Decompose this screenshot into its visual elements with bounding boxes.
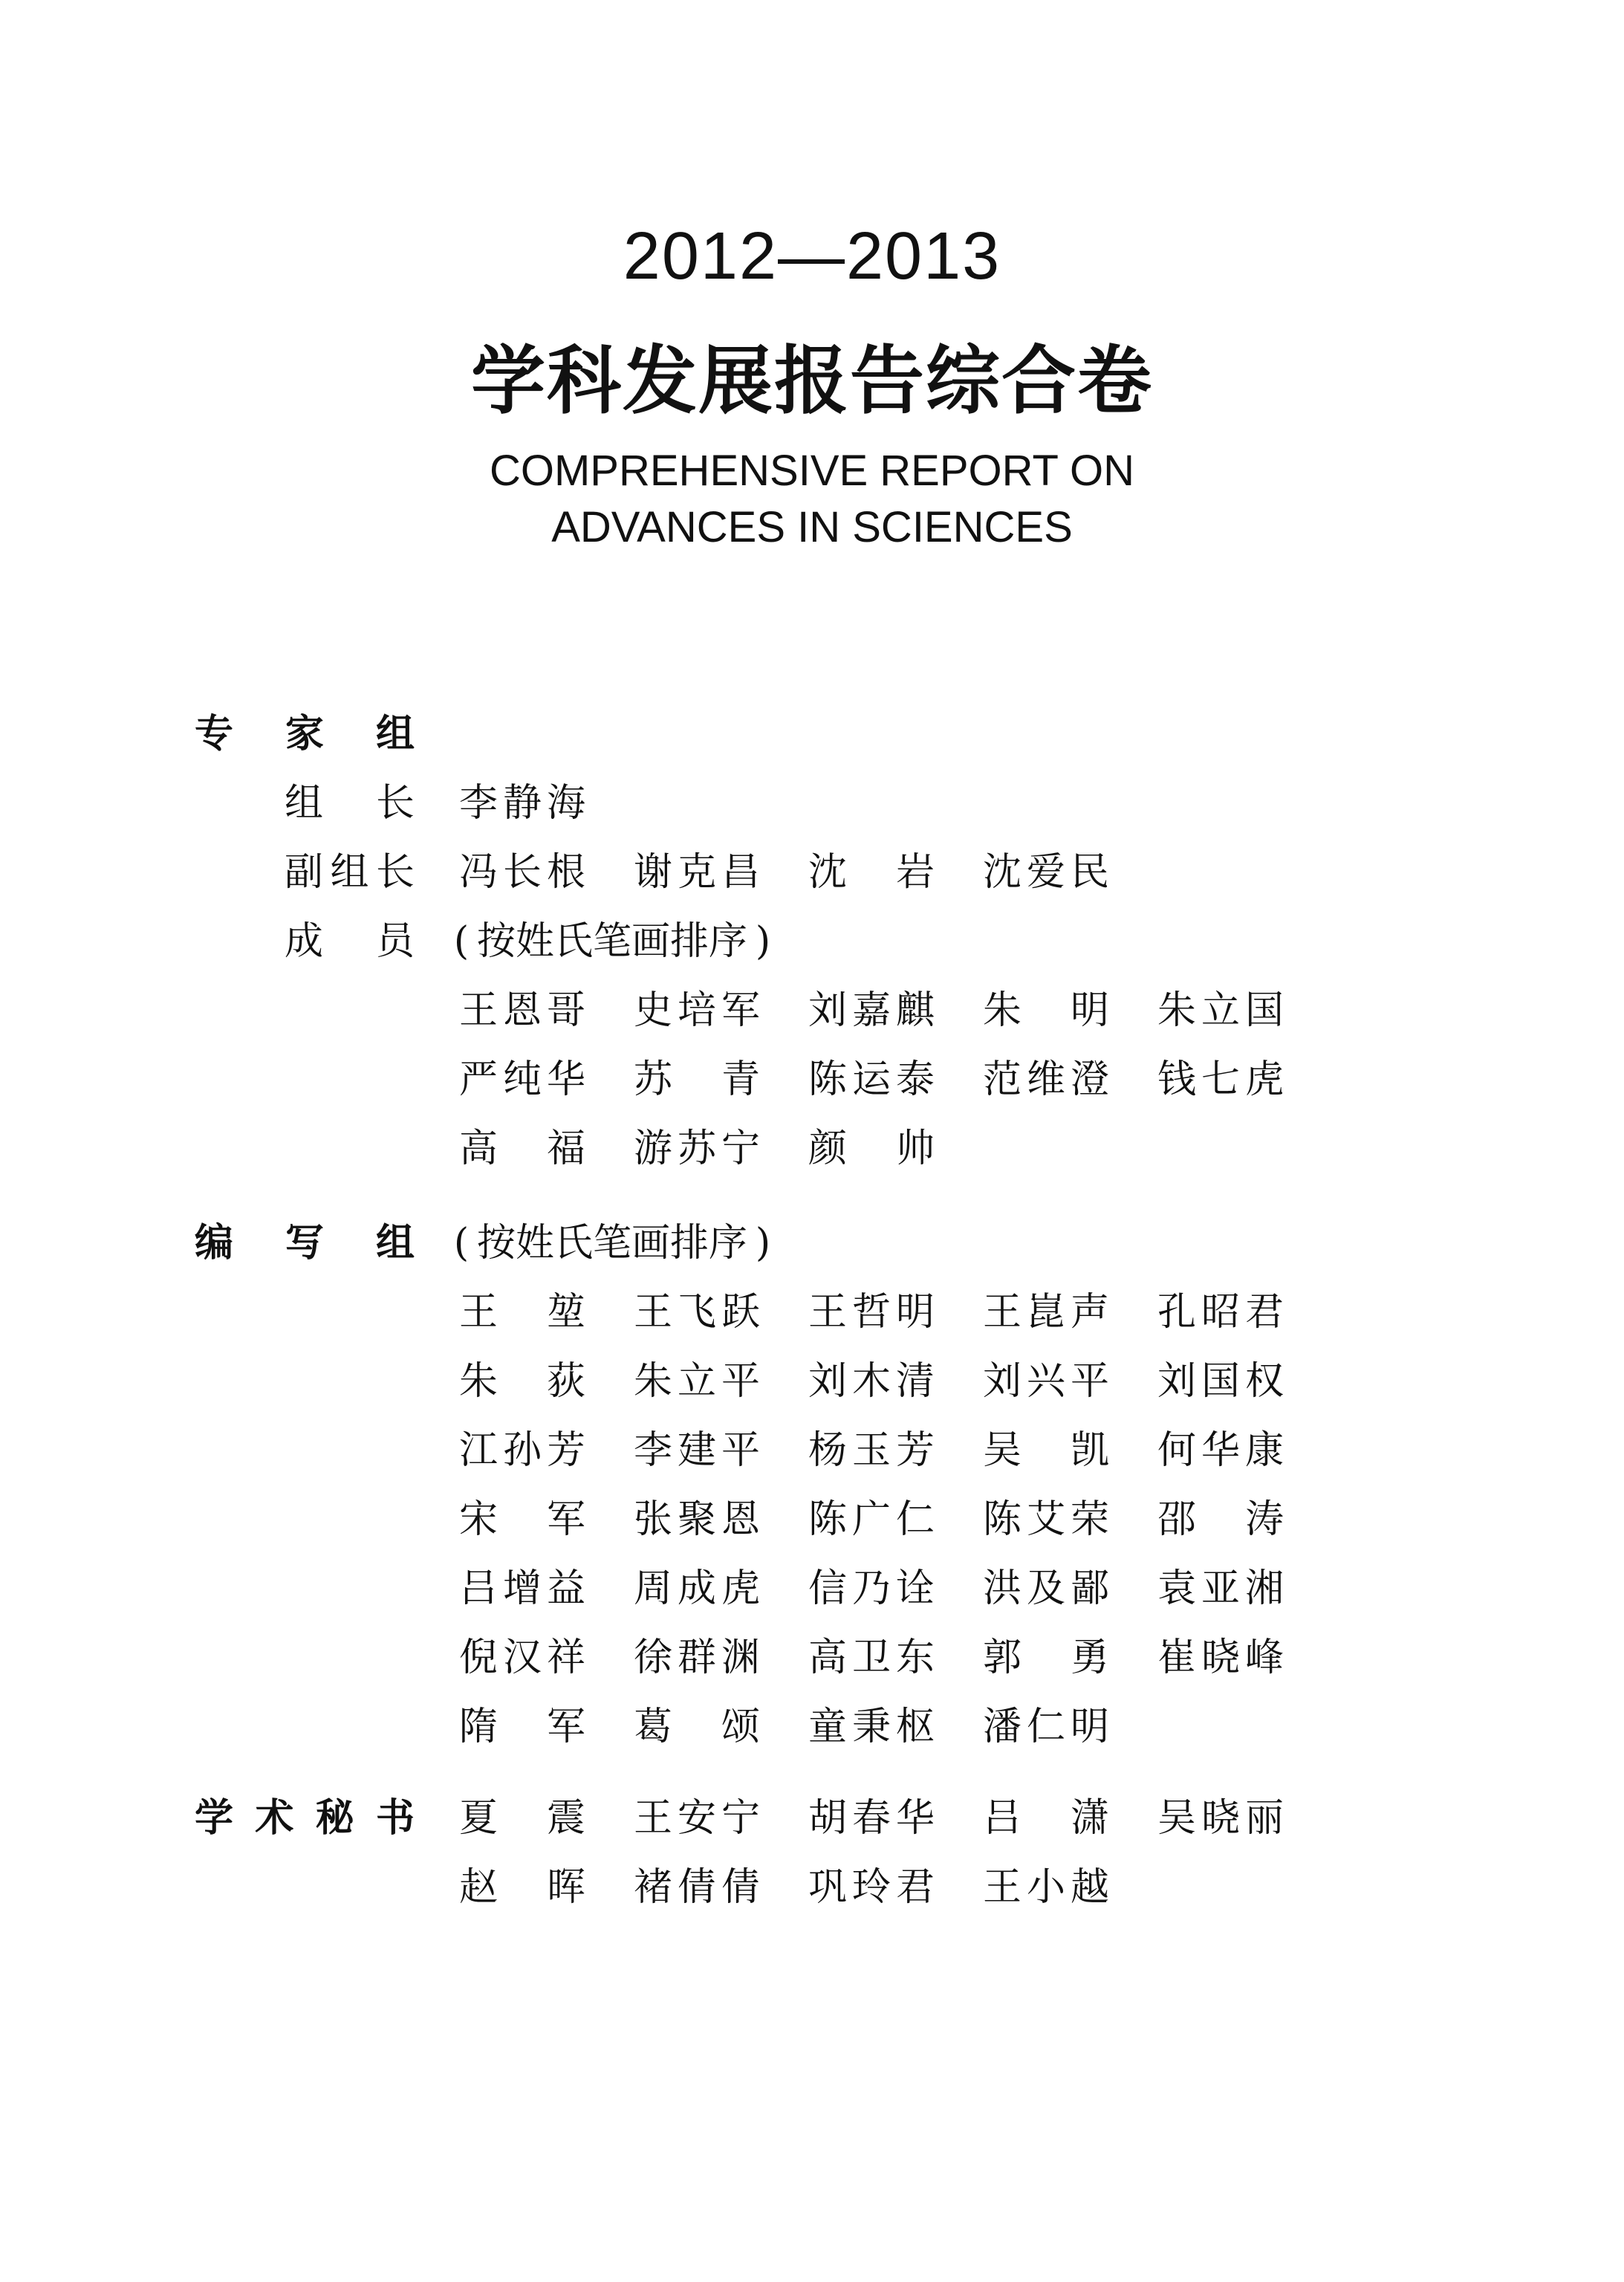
members-label: 成 员	[285, 919, 415, 964]
person-name: 刘 国 权	[1157, 1359, 1284, 1404]
person-name: 王 小 越	[983, 1865, 1109, 1910]
person-name: 宋 军	[459, 1497, 585, 1542]
person-name: 吴 凯	[983, 1428, 1109, 1473]
person-name: 朱 荻	[459, 1359, 585, 1404]
deputy-label: 副 组 长	[285, 850, 415, 895]
person-name: 郭 勇	[983, 1636, 1109, 1680]
person-name: 李 建 平	[634, 1428, 760, 1473]
person-name: 陈 运 泰	[808, 1057, 935, 1102]
person-name: 邵 涛	[1157, 1497, 1284, 1542]
person-name: 杨 玉 芳	[808, 1428, 935, 1473]
report-title-en-line2: ADVANCES IN SCIENCES	[551, 503, 1073, 551]
person-name: 朱 明	[983, 988, 1109, 1033]
person-name: 江 孙 芳	[459, 1428, 585, 1473]
person-name: 刘 嘉 麒	[808, 988, 935, 1033]
person-name: 潘 仁 明	[983, 1705, 1109, 1749]
person-name: 吕 潇	[983, 1796, 1109, 1841]
members-sort-note: ( 按姓氏笔画排序 )	[453, 919, 771, 964]
person-name: 倪 汉 祥	[459, 1636, 585, 1680]
person-name: 陈 广 仁	[808, 1497, 935, 1542]
person-name: 信 乃 诠	[808, 1566, 935, 1611]
person-name: 朱 立 国	[1157, 988, 1284, 1033]
person-name: 沈 爱 民	[983, 850, 1109, 895]
person-name: 陈 艾 荣	[983, 1497, 1109, 1542]
person-name: 沈 岩	[808, 850, 935, 895]
person-name: 钱 七 虎	[1157, 1057, 1284, 1102]
person-name: 胡 春 华	[808, 1796, 935, 1841]
person-name: 吴 晓 丽	[1157, 1796, 1284, 1841]
person-name: 袁 亚 湘	[1157, 1566, 1284, 1611]
person-name: 孔 昭 君	[1157, 1290, 1284, 1335]
person-name: 谢 克 昌	[634, 850, 760, 895]
person-name: 洪 及 鄙	[983, 1566, 1109, 1611]
person-name: 李 静 海	[459, 781, 585, 826]
person-name: 童 秉 枢	[808, 1705, 935, 1749]
writing-group-label: 编 写 组	[195, 1221, 415, 1265]
person-name: 王 哲 明	[808, 1290, 935, 1335]
person-name: 游 苏 宁	[634, 1127, 760, 1171]
report-years: 2012—2013	[623, 219, 1001, 294]
person-name: 王 崑 声	[983, 1290, 1109, 1335]
person-name: 苏 青	[634, 1057, 760, 1102]
person-name: 史 培 军	[634, 988, 760, 1033]
person-name: 范 维 澄	[983, 1057, 1109, 1102]
person-name: 严 纯 华	[459, 1057, 585, 1102]
person-name: 高 福	[459, 1127, 585, 1171]
writing-group-sort-note: ( 按姓氏笔画排序 )	[453, 1221, 771, 1265]
person-name: 冯 长 根	[459, 850, 585, 895]
person-name: 朱 立 平	[634, 1359, 760, 1404]
secretaries-label: 学 术 秘 书	[195, 1796, 415, 1841]
person-name: 周 成 虎	[634, 1566, 760, 1611]
person-name: 刘 兴 平	[983, 1359, 1109, 1404]
person-name: 葛 颂	[634, 1705, 760, 1749]
person-name: 吕 增 益	[459, 1566, 585, 1611]
person-name: 巩 玲 君	[808, 1865, 935, 1910]
person-name: 赵 晖	[459, 1865, 585, 1910]
person-name: 崔 晓 峰	[1157, 1636, 1284, 1680]
person-name: 刘 木 清	[808, 1359, 935, 1404]
person-name: 王 安 宁	[634, 1796, 760, 1841]
person-name: 夏 震	[459, 1796, 585, 1841]
report-title-en-line1: COMPREHENSIVE REPORT ON	[489, 447, 1135, 495]
person-name: 高 卫 东	[808, 1636, 935, 1680]
person-name: 张 聚 恩	[634, 1497, 760, 1542]
person-name: 徐 群 渊	[634, 1636, 760, 1680]
person-name: 褚 倩 倩	[634, 1865, 760, 1910]
leader-label: 组 长	[285, 781, 415, 826]
person-name: 颜 帅	[808, 1127, 935, 1171]
expert-group-label: 专 家 组	[195, 712, 415, 756]
person-name: 王 飞 跃	[634, 1290, 760, 1335]
person-name: 隋 军	[459, 1705, 585, 1749]
person-name: 王 堃	[459, 1290, 585, 1335]
person-name: 何 华 康	[1157, 1428, 1284, 1473]
report-title-cn: 学科发展报告综合卷	[471, 337, 1153, 424]
person-name: 王 恩 哥	[459, 988, 585, 1033]
